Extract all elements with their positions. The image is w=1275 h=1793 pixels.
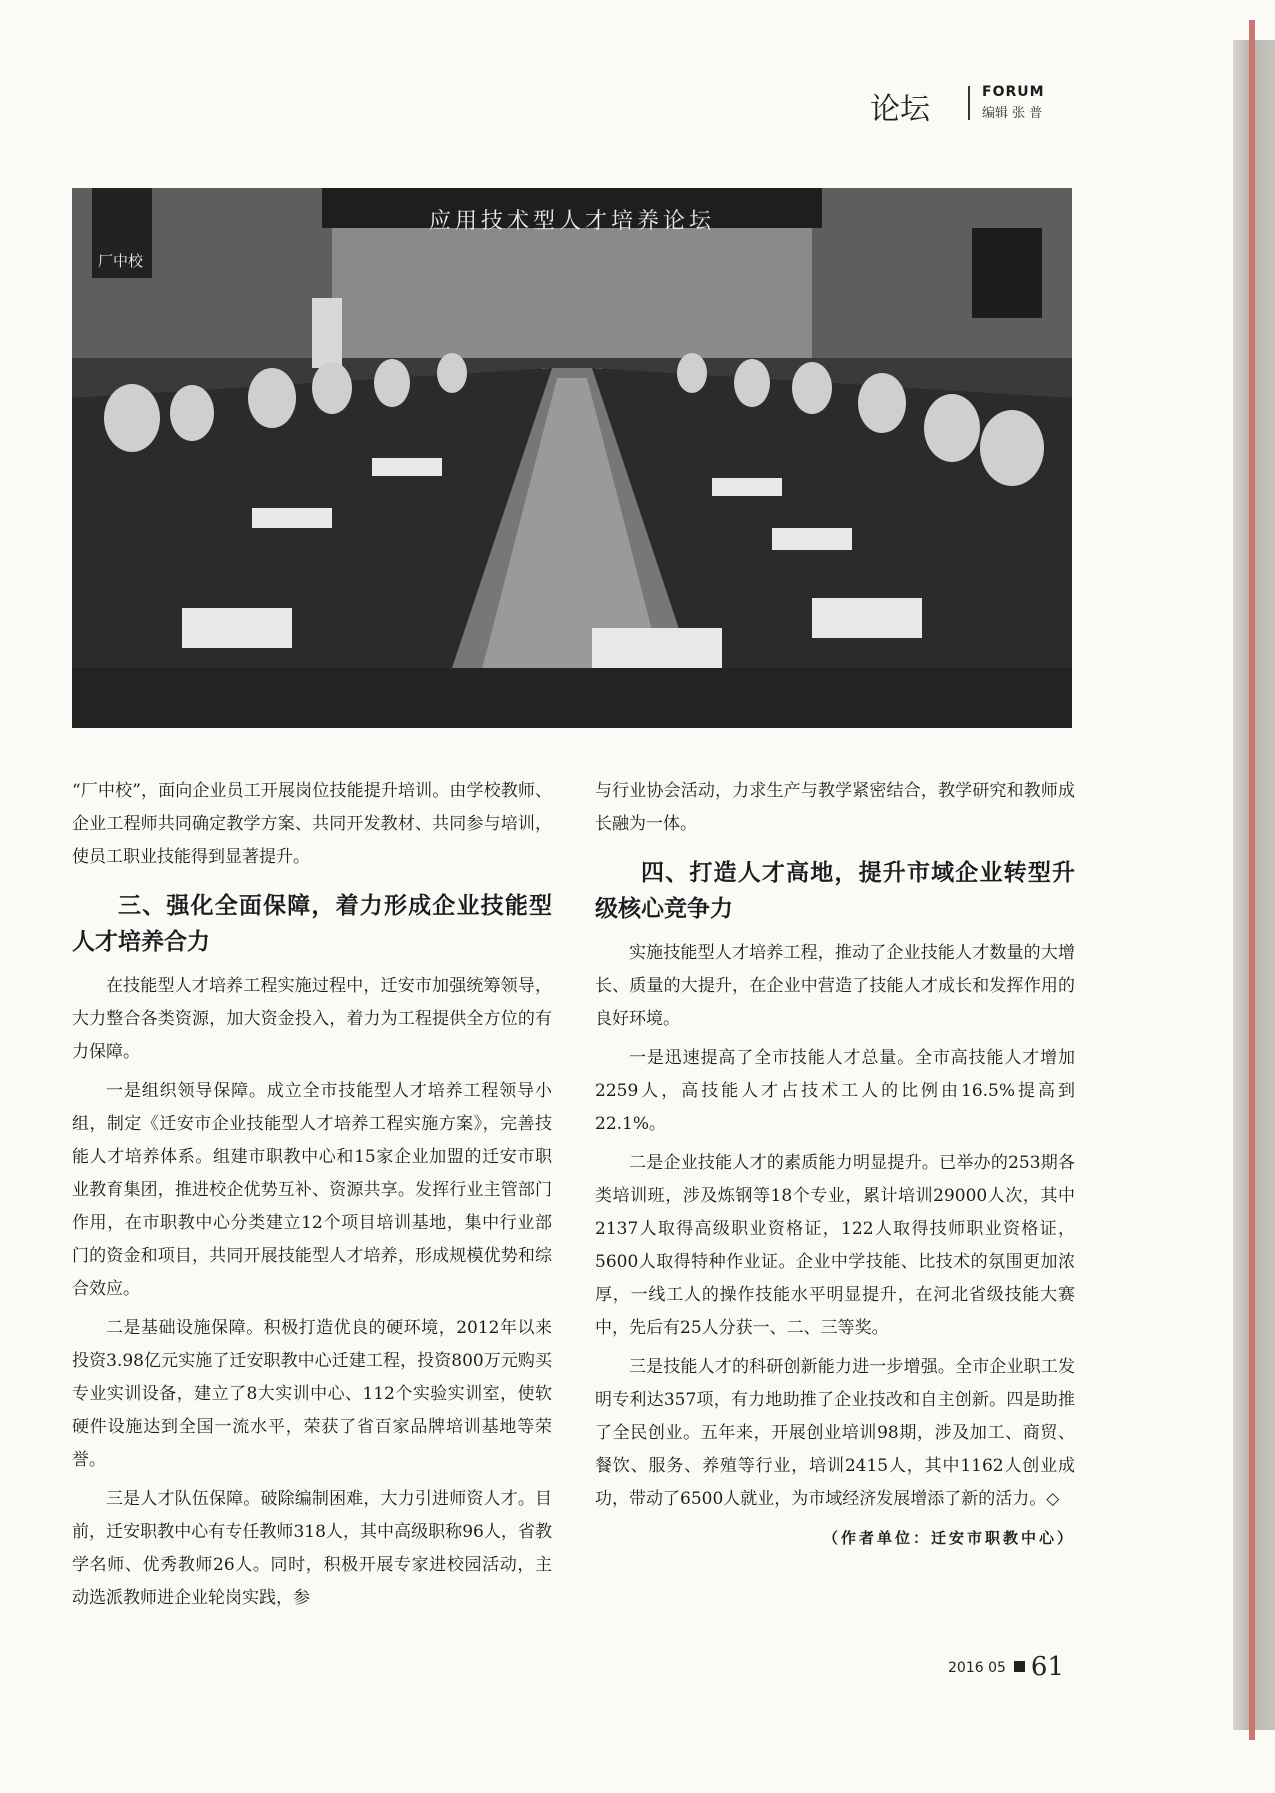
- left-column: [72, 775, 552, 1621]
- photo-wall-sign: 厂中校: [98, 252, 144, 270]
- paragraph: 一是组织领导保障。成立全市技能型人才培养工程领导小组，制定《迁安市企业技能型人才培养工程实施方案》，完善技能人才培养体系。组建市职教中心和15家企业加盟的迁安市职业教育集团，推进校企优势互补、资源共享。发挥行业主管部门作用，在市职教中心分类建立12个项目培训基地，集中行业部门的资金和项目，共同开展技能型人才培养，形成规模优势和综合效应。: [72, 1081, 552, 1299]
- author-affiliation: （作者单位：迁安市职教中心）: [822, 1529, 1075, 1547]
- paragraph-text: 三是技能人才的科研创新能力进一步增强。全市企业职工发明专利达357项，有力地助推了企业技改和自主创新。四是助推了全民创业。五年来，开展创业培训98期，涉及加工、商贸、餐饮、服务、养殖等行业，培训2415人，其中1162人创业成功，带动了6500人就业，为市域经济发展增添了新的活力。: [595, 1357, 1075, 1509]
- meeting-photo: [72, 188, 1072, 728]
- editor-credit: 编辑 张 普: [982, 106, 1043, 121]
- paragraph: 实施技能型人才培养工程，推动了企业技能人才数量的大增长、质量的大提升，在企业中营造了技能人才成长和发挥作用的良好环境。: [595, 943, 1075, 1029]
- section-heading-3: 三、强化全面保障，着力形成企业技能型人才培养合力: [72, 893, 552, 955]
- header-divider: [968, 86, 970, 120]
- page-number: 61: [1030, 1652, 1064, 1682]
- section-heading-4: 四、打造人才高地，提升市域企业转型升级核心竞争力: [595, 860, 1075, 922]
- paragraph: 三是人才队伍保障。破除编制困难，大力引进师资人才。目前，迁安职教中心有专任教师318人，其中高级职称96人，省教学名师、优秀教师26人。同时，积极开展专家进校园活动，主动选派教师进企业轮岗实践，参: [72, 1489, 552, 1608]
- section-title: 论坛: [870, 92, 930, 127]
- issue-date: 2016 05: [948, 1660, 1006, 1676]
- meeting-photo-illustration: [72, 188, 1072, 728]
- paragraph: 一是迅速提高了全市技能人才总量。全市高技能人才增加2259人，高技能人才占技术工人的比例由16.5%提高到22.1%。: [595, 1048, 1075, 1134]
- paragraph: 与行业协会活动，力求生产与教学紧密结合，教学研究和教师成长融为一体。: [595, 781, 1075, 834]
- square-icon: [1014, 1661, 1025, 1672]
- page-footer: [948, 1652, 1064, 1682]
- page-edge-stripe: [1249, 20, 1255, 1740]
- photo-banner-text: 应用技术型人才培养论坛: [428, 209, 715, 234]
- paragraph: 在技能型人才培养工程实施过程中，迁安市加强统筹领导，大力整合各类资源，加大资金投入，着力为工程提供全方位的有力保障。: [72, 976, 552, 1062]
- paragraph: 二是企业技能人才的素质能力明显提升。已举办的253期各类培训班，涉及炼钢等18个专业，累计培训29000人次，其中2137人取得高级职业资格证，122人取得技师职业资格证，5600人取得特种作业证。企业中学技能、比技术的氛围更加浓厚，一线工人的操作技能水平明显提升，在河北省级技能大赛中，先后有25人分获一、二、三等奖。: [595, 1153, 1075, 1338]
- paragraph: [595, 1351, 1075, 1516]
- paragraph: “厂中校”，面向企业员工开展岗位技能提升培训。由学校教师、企业工程师共同确定教学方案、共同开发教材、共同参与培训，使员工职业技能得到显著提升。: [72, 781, 552, 867]
- end-mark-icon: ◇: [1046, 1489, 1060, 1509]
- page-header: [870, 78, 1110, 128]
- right-column: [595, 775, 1075, 1555]
- paragraph: 二是基础设施保障。积极打造优良的硬环境，2012年以来投资3.98亿元实施了迁安职教中心迁建工程，投资800万元购买专业实训设备，建立了8大实训中心、112个实验实训室，使软硬件设施达到全国一流水平，荣获了省百家品牌培训基地等荣誉。: [72, 1318, 552, 1470]
- forum-label: FORUM: [982, 84, 1045, 100]
